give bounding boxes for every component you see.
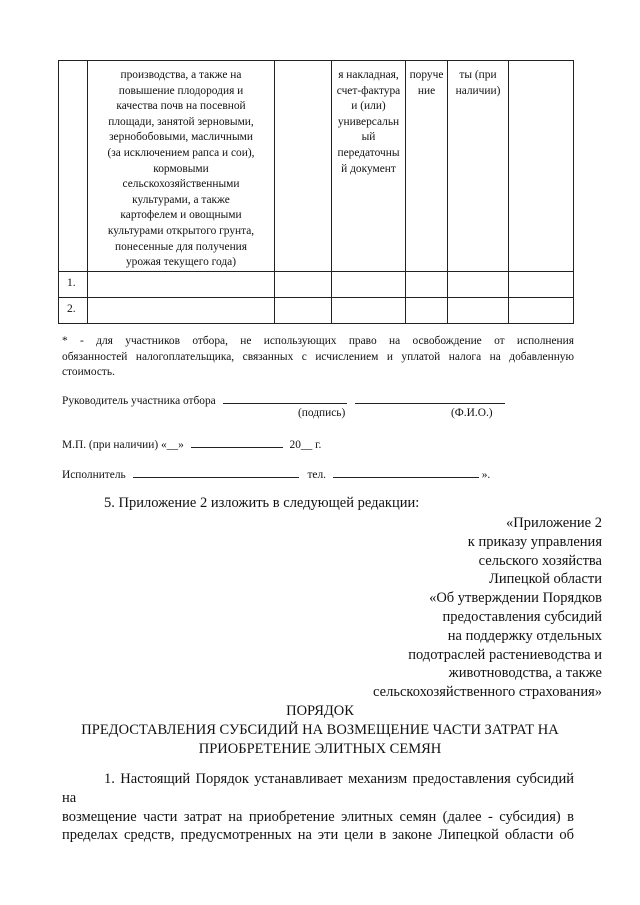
closing-quote: ». (481, 469, 491, 481)
header-cell-6 (448, 61, 509, 272)
text-line: сельскохозяйственными (122, 178, 240, 191)
header-cell-7 (509, 61, 574, 272)
text-line: «Об утверждении Порядков (429, 590, 602, 607)
text-line: наличии) (455, 84, 501, 97)
text-line: производства, а также на (120, 69, 242, 81)
text-line: сельского хозяйства (478, 552, 602, 569)
body-line: 1. Настоящий Порядок устанавливает механизм предоставления субсидий на (62, 771, 574, 806)
table-header-row (59, 61, 574, 272)
header-cell-5-text (406, 61, 447, 99)
document-heading (40, 702, 600, 758)
header-cell-2 (88, 61, 275, 272)
executor-label: Исполнитель (62, 469, 126, 481)
text-line: ние (417, 84, 436, 97)
table-cell (332, 297, 406, 323)
executor-line (133, 466, 299, 478)
text-line: зернобобовыми, масличными (109, 131, 253, 144)
header-cell-2-text (88, 61, 274, 271)
table-cell (509, 271, 574, 297)
footnote-line: * - для участников отбора, не использующих право на освобождение от исполнения (62, 335, 574, 347)
table-cell (88, 271, 275, 297)
stamp-prefix: М.П. (при наличии) «__» (62, 439, 184, 451)
table-cell (275, 271, 332, 297)
signature-line (223, 392, 347, 404)
year-text: 20__ г. (289, 439, 322, 451)
table-cell (275, 297, 332, 323)
text-line: предоставления субсидий (442, 608, 602, 625)
footnote-line: стоимость. (62, 366, 115, 379)
text-line: я накладная, (338, 69, 399, 81)
text-line: ПРЕДОСТАВЛЕНИЯ СУБСИДИЙ НА ВОЗМЕЩЕНИЕ ЧАСТИ ЗАТРАТ НА (81, 721, 559, 738)
text-line: к приказу управления (467, 533, 602, 550)
name-caption: (Ф.И.О.) (451, 407, 493, 419)
text-line: «Приложение 2 (506, 515, 602, 531)
footnote (62, 334, 574, 381)
text-line: передаточны (337, 146, 400, 159)
table-cell (448, 271, 509, 297)
head-label: Руководитель участника отбора (62, 395, 216, 407)
phone-line (333, 466, 479, 478)
text-line: и (или) (351, 100, 386, 113)
table-row (59, 271, 574, 297)
row-number: 1. (59, 271, 88, 297)
text-line: животноводства, а также (448, 665, 602, 682)
table-cell (448, 297, 509, 323)
table-cell (509, 297, 574, 323)
table-cell (406, 271, 448, 297)
executor-row (62, 466, 490, 484)
table-cell (406, 297, 448, 323)
text-line: (за исключением рапса и сои), (107, 146, 255, 159)
table-cell (332, 271, 406, 297)
text-line: Липецкой области (489, 571, 602, 588)
body-line: пределах средств, предусмотренных на эти цели в законе Липецкой области об (62, 827, 574, 844)
text-line: ПОРЯДОК (286, 703, 354, 719)
header-cell-5 (406, 61, 448, 272)
text-line: на поддержку отдельных (447, 627, 602, 644)
row-number: 2. (59, 297, 88, 323)
stamp-row (62, 436, 321, 454)
text-line: качества почв на посевной (116, 100, 246, 113)
text-line: культурами открытого грунта, (107, 224, 255, 237)
text-line: ты (при (459, 69, 497, 81)
header-cell-1 (59, 61, 88, 272)
text-line: универсальн (337, 115, 400, 128)
text-line: понесенные для получения (114, 240, 248, 253)
text-line: поруче (409, 69, 444, 81)
header-cell-6-text (448, 61, 508, 99)
table-row (59, 297, 574, 323)
text-line: подотраслей растениеводства и (408, 646, 602, 663)
text-line: культурами, а также (132, 193, 230, 206)
header-cell-4 (332, 61, 406, 272)
text-line: картофелем и овощными (120, 209, 242, 222)
name-line (355, 392, 505, 404)
body-line: возмещение части затрат на приобретение элитных семян (далее - субсидия) в (62, 808, 574, 825)
subsidy-table (58, 60, 574, 324)
instruction-text: 5. Приложение 2 изложить в следующей редакции: (104, 495, 420, 511)
body-paragraph (62, 770, 574, 845)
text-line: урожая текущего года) (125, 256, 237, 269)
text-line: площади, занятой зерновыми, (108, 115, 254, 128)
footnote-line: обязанностей налогоплательщика, связанных с исчислением и уплатой налога на добавленную (62, 350, 574, 363)
header-cell-4-text (332, 61, 405, 177)
text-line: сельскохозяйственного страхования» (373, 684, 602, 701)
text-line: счет-фактура (336, 84, 401, 97)
text-line: ПРИОБРЕТЕНИЕ ЭЛИТНЫХ СЕМЯН (198, 740, 442, 757)
table-cell (88, 297, 275, 323)
text-line: повышение плодородия и (118, 84, 244, 97)
header-cell-3 (275, 61, 332, 272)
phone-label: тел. (307, 469, 327, 481)
text-line: кормовыми (153, 162, 209, 175)
appendix-header (373, 514, 602, 702)
text-line: ый (361, 131, 376, 144)
date-line (191, 436, 283, 448)
signature-caption: (подпись) (298, 407, 346, 419)
text-line: й документ (341, 162, 396, 175)
signature-row (62, 392, 505, 410)
